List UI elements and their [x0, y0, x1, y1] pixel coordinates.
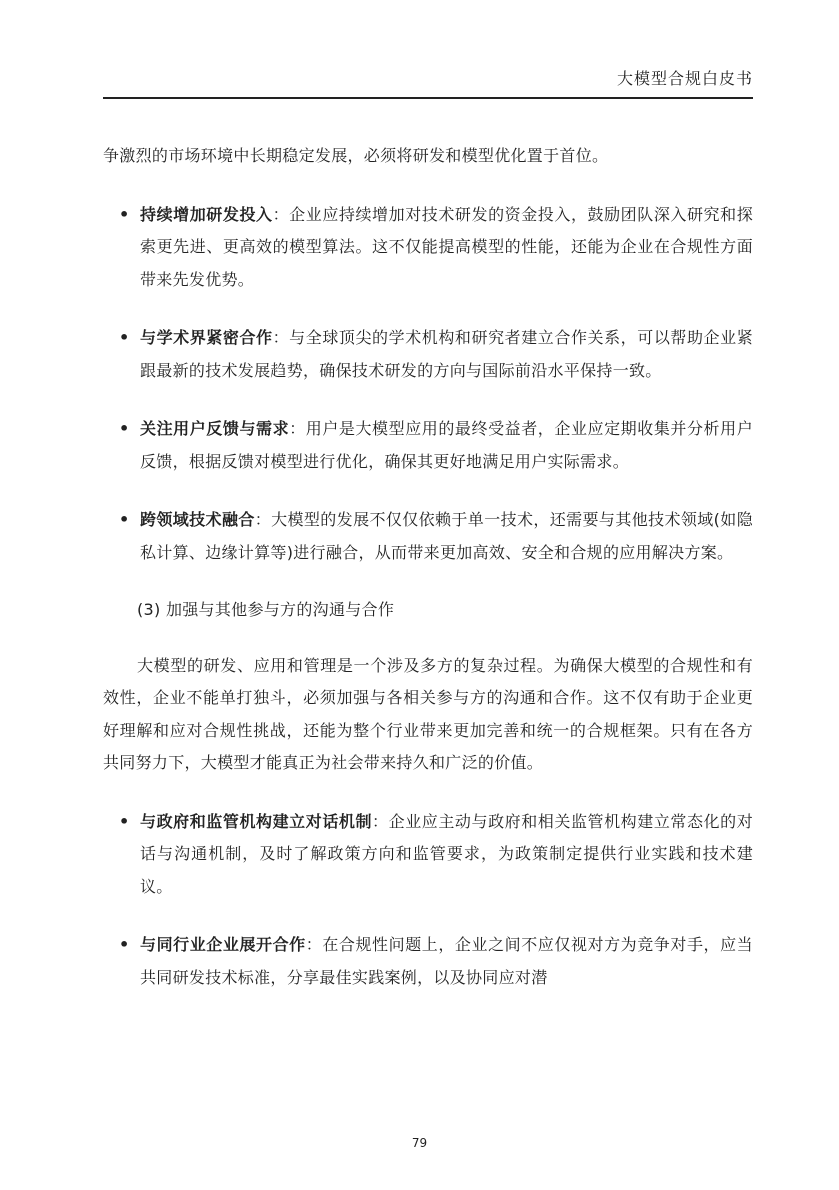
bullet-text: ：与全球顶尖的学术机构和研究者建立合作关系，可以帮助企业紧跟最新的技术发展趋势，确保技术研发的方向与国际前沿水平保持一致。: [140, 328, 754, 380]
page-number: 79: [411, 1136, 428, 1150]
bullet-title: 与政府和监管机构建立对话机制: [140, 811, 373, 831]
list-item: [103, 413, 753, 478]
running-header-title: 大模型合规白皮书: [616, 69, 753, 88]
list-item: [103, 806, 753, 904]
bullet-title: 跨领域技术融合: [140, 510, 255, 529]
bullet-title: 与学术界紧密合作: [140, 328, 273, 347]
bullet-title: 与同行业企业展开合作: [140, 935, 306, 954]
list-item: [103, 504, 753, 569]
bullet-list-research: [103, 199, 753, 570]
list-item: [103, 929, 753, 994]
bullet-text: ：在合规性问题上，企业之间不应仅视对方为竞争对手，应当共同研发技术标准，分享最佳实践案例，以及协同应对潜: [140, 935, 753, 987]
bullet-text: ：企业应主动与政府和相关监管机构建立常态化的对话与沟通机制，及时了解政策方向和监管要求，为政策制定提供行业实践和技术建议。: [140, 811, 753, 896]
header-divider: [103, 97, 753, 99]
intro-paragraph-fragment: 争激烈的市场环境中长期稳定发展，必须将研发和模型优化置于首位。: [103, 146, 609, 165]
section-heading: (3) 加强与其他参与方的沟通与合作: [137, 600, 395, 619]
page-body: [103, 140, 753, 994]
bullet-title: 关注用户反馈与需求: [140, 419, 290, 438]
list-item: [103, 322, 753, 387]
section-paragraph: 大模型的研发、应用和管理是一个涉及多方的复杂过程。为确保大模型的合规性和有效性，企业不能单打独斗，必须加强与各相关参与方的沟通和合作。这不仅有助于企业更好理解和应对合规性挑战，还能为整个行业带来更加完善和统一的合规框架。只有在各方共同努力下，大模型才能真正为社会带来持久和广泛的价值。: [103, 655, 753, 772]
bullet-text: ：大模型的发展不仅仅依赖于单一技术，还需要与其他技术领域(如隐私计算、边缘计算等)进行融合，从而带来更加高效、安全和合规的应用解决方案。: [140, 510, 753, 562]
list-item: [103, 199, 753, 297]
bullet-text: ：企业应持续增加对技术研发的资金投入，鼓励团队深入研究和探索更先进、更高效的模型算法。这不仅能提高模型的性能，还能为企业在合规性方面带来先发优势。: [140, 204, 754, 289]
bullet-title: 持续增加研发投入: [140, 204, 273, 224]
bullet-list-collaboration: [103, 806, 753, 995]
bullet-text: ：用户是大模型应用的最终受益者，企业应定期收集并分析用户反馈，根据反馈对模型进行优化，确保其更好地满足用户实际需求。: [140, 419, 754, 471]
